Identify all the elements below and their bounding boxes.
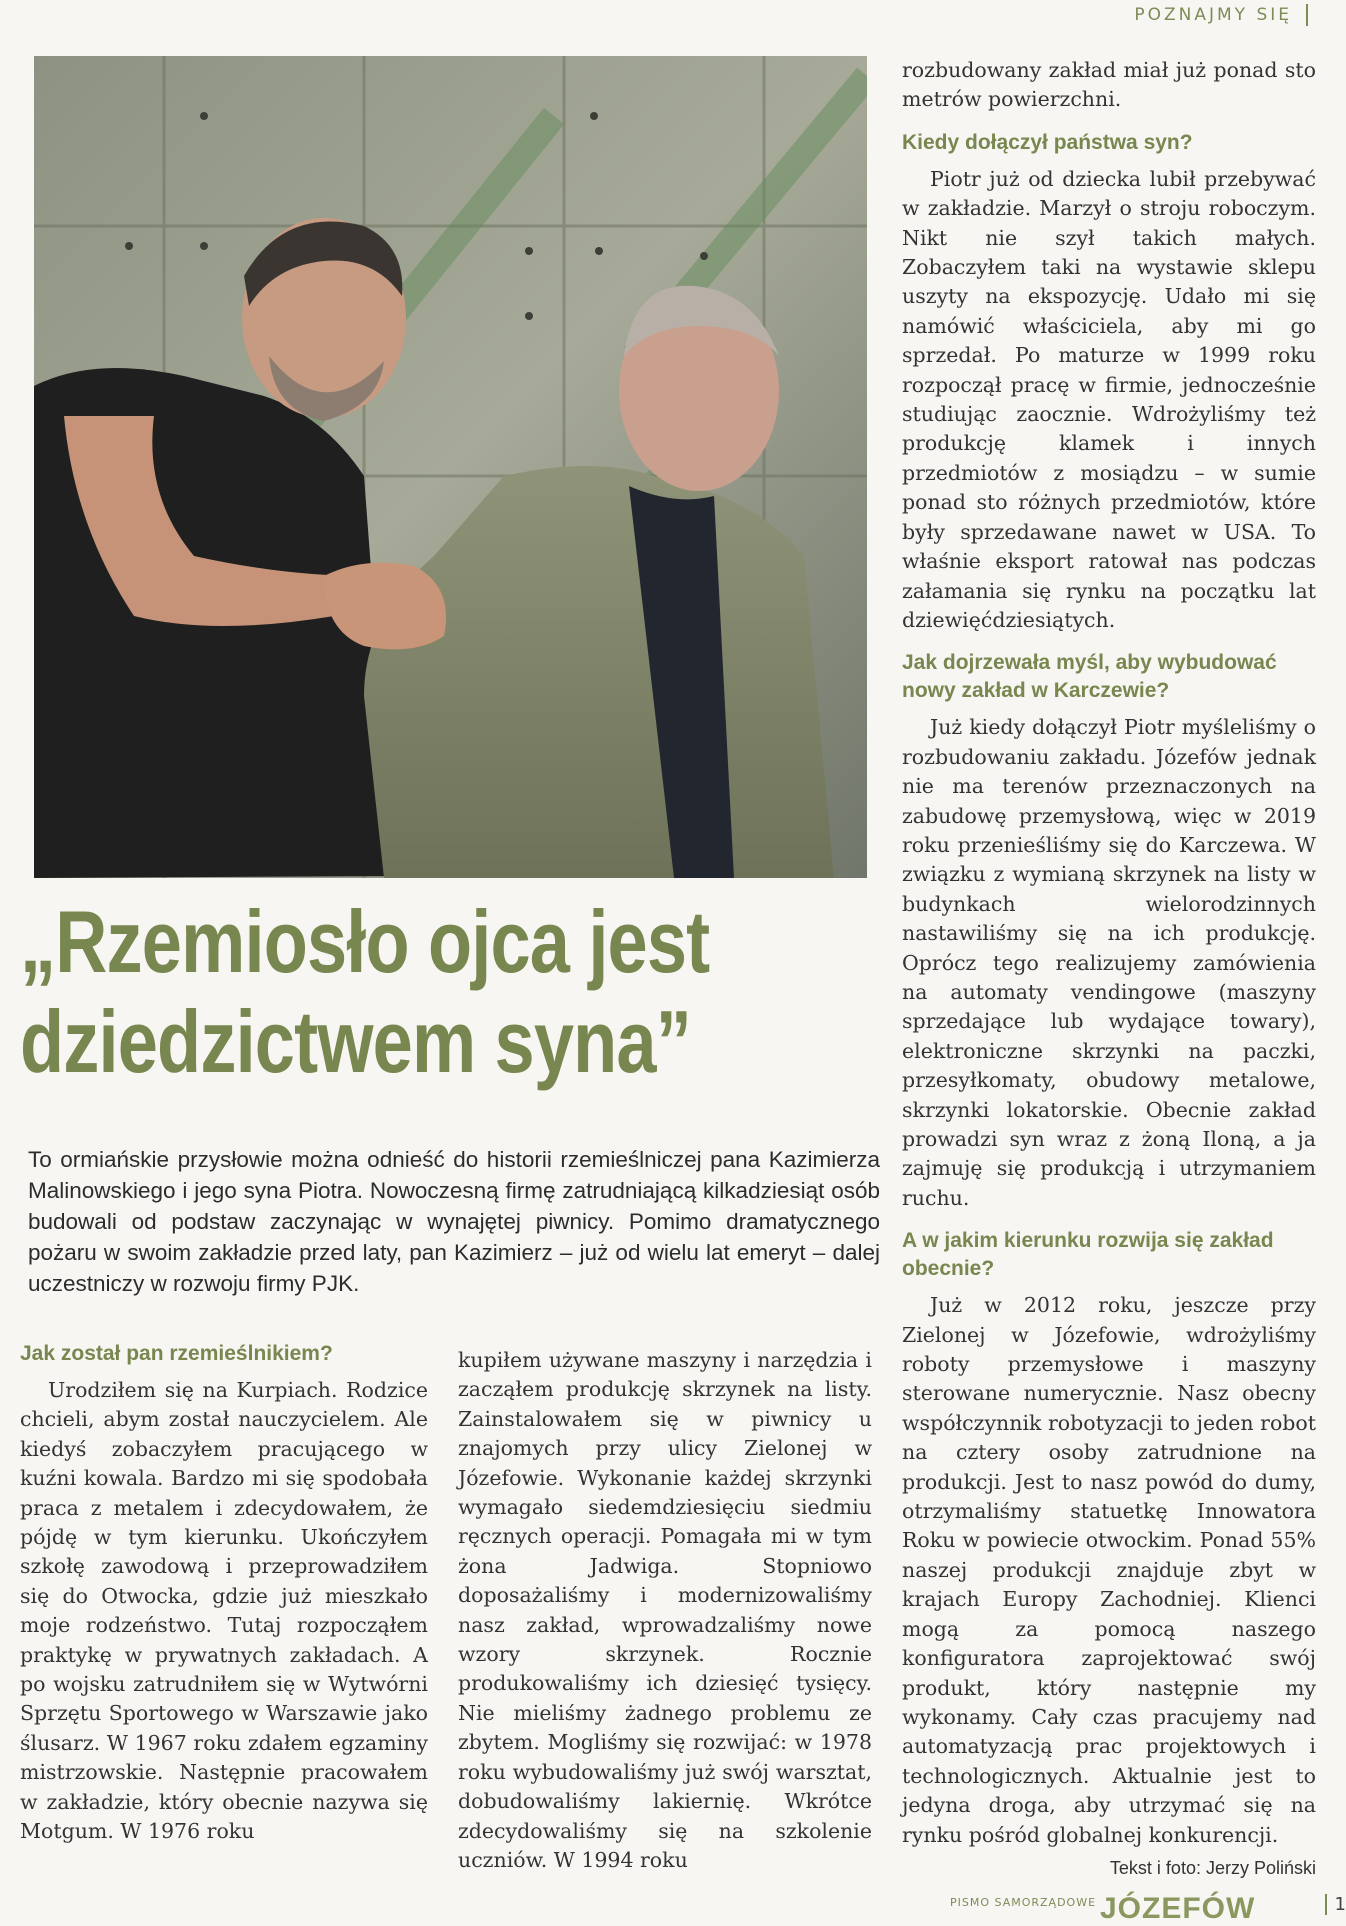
publication-label: PISMO SAMORZĄDOWE	[950, 1896, 1097, 1909]
headline-line-2: dziedzictwem syna”	[20, 992, 691, 1091]
article-headline	[20, 892, 710, 1092]
magazine-logo: JÓZEFÓW	[1100, 1892, 1256, 1925]
column-1	[20, 1340, 428, 1847]
photo-credit: Tekst i foto: Jerzy Poliński	[1109, 1857, 1316, 1878]
headline-line-1: „Rzemiosło ojca jest	[20, 892, 710, 991]
question-heading: Jak został pan rzemieślnikiem?	[20, 1342, 333, 1365]
column-2	[458, 1346, 872, 1875]
answer-paragraph: rozbudowany zakład miał już ponad sto metrów powierzchni.	[902, 58, 1316, 112]
page-number: 1	[1325, 1894, 1346, 1915]
question-heading: Jak dojrzewała myśl, aby wybudować nowy zakład w Karczewie?	[902, 651, 1277, 703]
lead-paragraph: To ormiańskie przysłowie można odnieść do historii rzemieślniczej pana Kazimierza Malinowskiego i jego syna Piotra. Nowoczesną firmę zatrudniającą kilkadziesiąt osób budowali od podstaw zaczynając w wynajętej piwnicy. Pomimo dramatycznego pożaru w swoim zakładzie przed laty, pan Kazimierz – już od wielu lat emeryt – dalej uczestniczy w rozwoju firmy PJK.	[28, 1147, 880, 1296]
answer-paragraph: Piotr już od dziecka lubił przebywać w zakładzie. Marzył o stroju roboczym. Nikt nie szył takich małych. Zobaczyłem taki na wystawie sklepu uszyty na ekspozycję. Udało mi się namówić właściciela, aby mi go sprzedał. Po maturze w 1999 roku rozpoczął pracę w firmie, jednocześnie studiując zaocznie. Wdrożyliśmy też produkcję klamek i innych przedmiotów z mosiądzu – w sumie ponad sto różnych przedmiotów, które były sprzedawane nawet w USA. To właśnie eksport ratował nas podczas załamania się rynku na początku lat dziewięćdziesiątych.	[902, 166, 1316, 632]
column-3	[902, 56, 1316, 1883]
answer-paragraph: kupiłem używane maszyny i narzędzia i zacząłem produkcję skrzynek na listy. Zainstalowałem się w piwnicy u znajomych przy ulicy Zielonej w Józefowie. Wykonanie każdej skrzynki wymagało siedemdziesięciu siedmiu ręcznych operacji. Pomagała mi w tym żona Jadwiga. Stopniowo doposażaliśmy i modernizowaliśmy nasz zakład, wprowadzaliśmy nowe wzory skrzynek. Rocznie produkowaliśmy ich dziesięć tysięcy. Nie mieliśmy żadnego problemu ze zbytem. Mogliśmy się rozwijać: w 1978 roku wybudowaliśmy już swój warsztat, dobudowaliśmy lakiernię. Wkrótce zdecydowaliśmy się na szkolenie uczniów. W 1994 roku	[458, 1348, 872, 1872]
page-footer	[950, 1892, 1346, 1925]
article-photo	[34, 56, 867, 878]
photo-illustration	[34, 56, 867, 878]
answer-paragraph: Urodziłem się na Kurpiach. Rodzice chcieli, abym został nauczycielem. Ale kiedyś zobaczyłem pracującego w kuźni kowala. Bardzo mi się spodobała praca z metalem i zdecydowałem, że pójdę w tym kierunku. Ukończyłem szkołę zawodową i przeprowadziłem się do Otwocka, gdzie już mieszkało moje rodzeństwo. Tutaj rozpocząłem praktykę w prywatnych zakładach. A po wojsku zatrudniłem się w Wytwórni Sprzętu Sportowego w Warszawie jako ślusarz. W 1967 roku zdałem egzaminy mistrzowskie. Następnie pracowałem w zakładzie, który obecnie nazywa się Motgum. W 1976 roku	[20, 1378, 428, 1844]
section-tag: POZNAJMY SIĘ	[1134, 4, 1308, 26]
question-heading: Kiedy dołączył państwa syn?	[902, 130, 1193, 154]
answer-paragraph: Już kiedy dołączył Piotr myśleliśmy o rozbudowaniu zakładu. Józefów jednak nie ma terenów przeznaczonych na zabudowę przemysłową, więc w 2019 roku przenieśliśmy się do Karczewa. W związku z wymianą skrzynek na listy w budynkach wielorodzinnych nastawiliśmy się na ich produkcję. Oprócz tego realizujemy zamówienia na automaty vendingowe (maszyny sprzedające lub wydające towary), elektroniczne skrzynki na paczki, przesyłkomaty, obudowy metalowe, skrzynki lokatorskie. Obecnie zakład prowadzi syn wraz z żoną Iloną, a ja zajmuję się produkcją i utrzymaniem ruchu.	[902, 715, 1316, 1210]
answer-paragraph: Już w 2012 roku, jeszcze przy Zielonej w Józefowie, wdrożyliśmy roboty przemysłowe i maszyny sterowane numerycznie. Nasz obecny współczynnik robotyzacji to jeden robot na cztery osoby zatrudnione na produkcji. Jest to nasz powód do dumy, otrzymaliśmy statuetkę Innowatora Roku w powiecie otwockim. Ponad 55% naszej produkcji znajduje zbyt w krajach Europy Zachodniej. Klienci mogą za pomocą naszego konfiguratora zaprojektować swój produkt, który następnie my wykonamy. Cały czas pracujemy nad automatyzacją prac projektowych i technologicznych. Aktualnie jest to jedyna droga, aby utrzymać się na rynku pośród globalnej konkurencji.	[902, 1293, 1316, 1847]
question-heading: A w jakim kierunku rozwija się zakład obecnie?	[902, 1229, 1274, 1281]
